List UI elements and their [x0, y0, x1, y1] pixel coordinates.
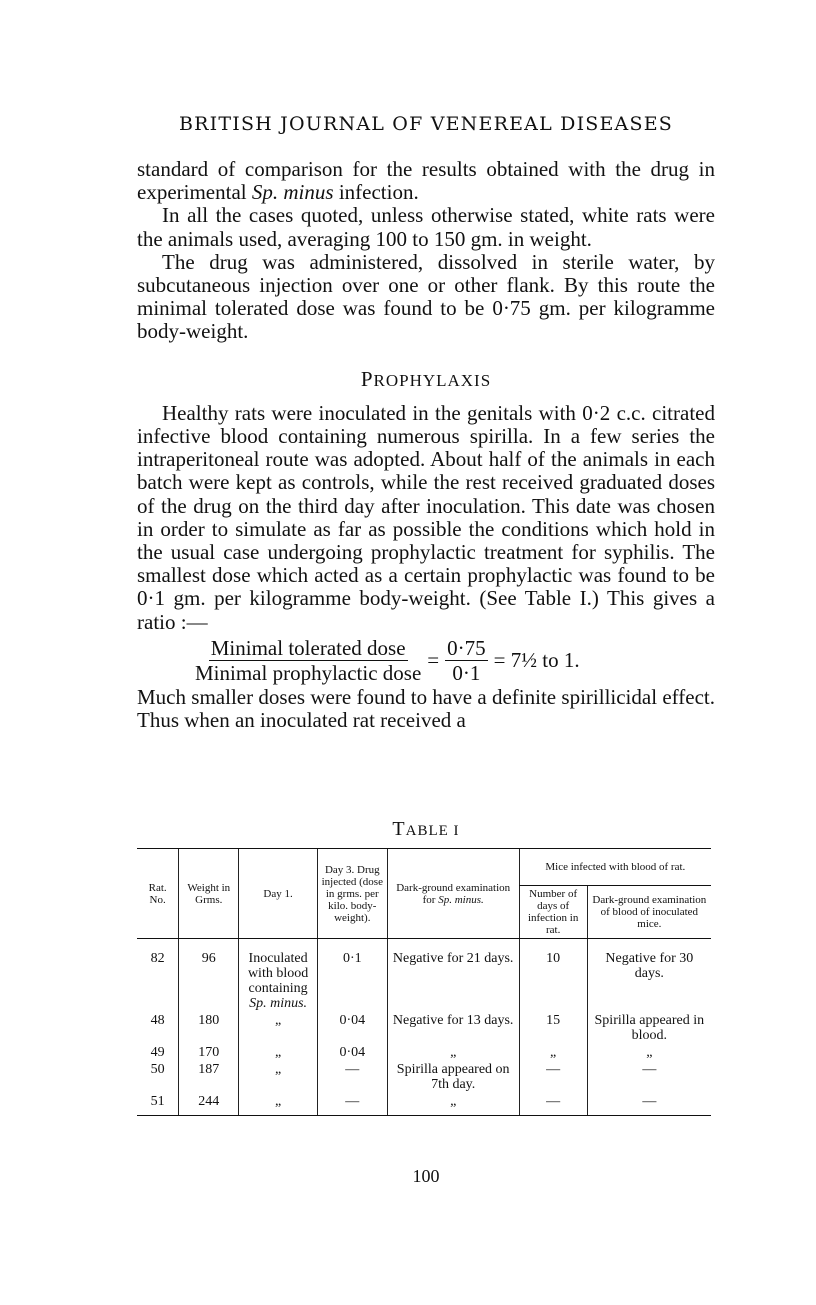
cell-weight: 187 — [179, 1061, 239, 1093]
organism-name: Sp. minus — [251, 180, 334, 205]
cell-days: „ — [519, 1044, 587, 1061]
cell-day1-text: Inoculated with blood containing — [247, 951, 309, 996]
page-number: 100 — [412, 1166, 440, 1186]
cell-rat: 50 — [150, 1062, 165, 1077]
cell-mice: Spirilla appeared in blood. — [587, 1012, 711, 1044]
cell-day1: „ — [239, 1012, 318, 1044]
header-darkground-mice: Dark-ground examination of blood of inoculated mice. — [587, 886, 711, 939]
cell-day1: „ — [239, 1061, 318, 1093]
cell-days: 10 — [519, 939, 587, 1013]
cell-weight: 170 — [179, 1044, 239, 1061]
header-darkground-italic: Sp. minus. — [438, 893, 484, 906]
cell-rat: 48 — [150, 1013, 165, 1028]
cell-exam: Spirilla appeared on 7th day. — [387, 1061, 519, 1093]
cell-rat: 51 — [137, 1093, 179, 1116]
ratio-result: = 7½ to 1. — [493, 648, 580, 673]
table-row — [137, 1061, 711, 1093]
cell-weight: 180 — [179, 1012, 239, 1044]
paragraph-4: Healthy rats were inoculated in the genitals with 0·2 c.c. citrated infective blood containing numerous spirilla. In a few series the intraperitoneal route was adopted. About half of the animals in each batch were kept as controls, while the rest received graduated doses of the drug on the third day after inoculation. This date was chosen in order to simulate as far as possible the conditions which hold in the usual case undergoing prophylactic treatment for syphilis. The smallest dose which acted as a certain prophylactic was found to be 0·1 gm. per kilogramme body-weight. (See Table I.) This gives a ratio :— — [137, 400, 715, 634]
header-rat-no: Rat. No. — [137, 849, 179, 939]
cell-dose: 0·04 — [317, 1012, 387, 1044]
cell-mice: Negative for 30 days. — [587, 939, 711, 1013]
equals-sign: = — [427, 648, 440, 673]
cell-rat: 49 — [150, 1045, 165, 1060]
table-title-rest: ABLE I — [405, 823, 460, 839]
cell-weight: 96 — [179, 939, 239, 1013]
header-darkground-text: Dark-ground examination for — [396, 881, 511, 906]
cell-mice: — — [587, 1061, 711, 1093]
fraction-numerator: Minimal tolerated dose — [210, 636, 406, 661]
body-text — [137, 158, 715, 732]
cell-weight: 244 — [179, 1093, 239, 1116]
section-heading-rest: ROPHYLAXIS — [373, 370, 492, 390]
value-denominator: 0·1 — [452, 661, 481, 686]
results-table — [137, 848, 711, 1116]
table-title — [137, 818, 715, 841]
paragraph-3: The drug was administered, dissolved in sterile water, by subcutaneous injection over one or other flank. By this route the minimal tolerated dose was found to be 0·75 gm. per kilogramme body-weight. — [137, 249, 715, 344]
cell-day1 — [239, 939, 318, 1013]
header-mice-group: Mice infected with blood of rat. — [519, 849, 711, 886]
cell-dose: 0·1 — [317, 939, 387, 1013]
cell-dose: 0·04 — [317, 1044, 387, 1061]
table-row — [137, 939, 711, 1013]
value-fraction — [445, 636, 488, 685]
cell-days: 15 — [519, 1012, 587, 1044]
header-day3: Day 3. Drug injected (dose in grms. per kilo. body-weight). — [317, 849, 387, 939]
cell-exam: „ — [387, 1044, 519, 1061]
table-row — [137, 1093, 711, 1116]
paragraph-1-end: infection. — [338, 180, 419, 205]
cell-day1: „ — [239, 1093, 318, 1116]
header-day1: Day 1. — [239, 849, 318, 939]
running-head: BRITISH JOURNAL OF VENEREAL DISEASES — [179, 113, 673, 135]
ratio-formula — [195, 636, 715, 686]
header-days-infection: Number of days of infection in rat. — [519, 886, 587, 939]
cell-dose: — — [317, 1061, 387, 1093]
cell-exam: Negative for 21 days. — [387, 939, 519, 1013]
table-row — [137, 1012, 711, 1044]
dose-fraction — [195, 636, 421, 685]
cell-exam: Negative for 13 days. — [387, 1012, 519, 1044]
cell-rat: 82 — [150, 951, 165, 966]
section-heading — [137, 368, 715, 392]
cell-days: — — [519, 1061, 587, 1093]
cell-dose: — — [317, 1093, 387, 1116]
paragraph-1-text: standard of comparison for the results obtained with the drug in experimental — [137, 157, 715, 205]
cell-mice: „ — [587, 1044, 711, 1061]
cell-mice: — — [587, 1093, 711, 1116]
cell-days: — — [519, 1093, 587, 1116]
section-heading-cap: P — [360, 366, 374, 391]
value-numerator: 0·75 — [447, 636, 486, 661]
paragraph-5: Much smaller doses were found to have a definite spirillicidal effect. Thus when an inoculated rat received a — [137, 684, 715, 733]
cell-exam: „ — [387, 1093, 519, 1116]
cell-day1: „ — [239, 1044, 318, 1061]
paragraph-2: In all the cases quoted, unless otherwise stated, white rats were the animals used, averaging 100 to 150 gm. in weight. — [137, 203, 715, 251]
header-darkground — [387, 849, 519, 939]
cell-day1-italic: Sp. minus. — [249, 996, 308, 1011]
table-header-row — [137, 849, 711, 886]
table-title-cap: T — [392, 818, 406, 840]
table-row — [137, 1044, 711, 1061]
fraction-denominator: Minimal prophylactic dose — [195, 661, 422, 686]
header-weight: Weight in Grms. — [179, 849, 239, 939]
paragraph-1 — [137, 158, 715, 204]
